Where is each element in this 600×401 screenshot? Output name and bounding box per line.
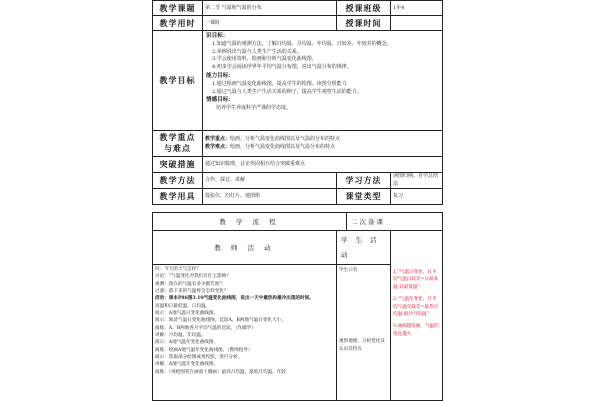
topic-label: 教学课题 [153, 1, 203, 16]
ability-item: 1.通过绘画气温变化曲线图，提高学生的绘图、读图分析能力 [212, 80, 347, 87]
difficulty-text: 绘画、分析气温变化曲线图以及气温分布的特点 [230, 143, 336, 150]
method-label: 教学方法 [153, 173, 203, 189]
process-title: 教 学 流 程 [153, 213, 347, 231]
knowledge-item: 1.知道气温的观测方法，了解日均温、月均温、年均温，日较差、年较差的概念。 [212, 40, 392, 47]
teacher-line: 演练：（用绘图笔在画面上圈画）最高月均温、最低月均温、年较 [155, 369, 286, 375]
tools-value: 投影仪、幻灯片、地图册 [203, 189, 337, 205]
tools-label: 教学用具 [153, 189, 203, 205]
key-title: 教学重点： [205, 136, 231, 143]
second-prep-content [391, 265, 443, 401]
teacher-line: 高温和日最低温、日均温。 [155, 303, 211, 309]
class-type-value: 复习 [391, 189, 443, 205]
teacher-line: 演示：选取部分绘图成果投影，进行分析。 [155, 355, 243, 361]
row-process-body [153, 265, 443, 401]
row-method [153, 173, 443, 189]
teacher-activity-header: 教 师 活 动 [153, 231, 337, 265]
key-text: 绘画、分析气温变化曲线图以及气温的分布的特点 [230, 136, 341, 143]
teacher-line: 问：今天的天气怎样？ [155, 267, 201, 272]
goals-content [203, 31, 443, 131]
keypoints-label [153, 131, 203, 157]
study-label: 学习方法 [337, 173, 391, 189]
hours-value: 一课时 [203, 16, 337, 31]
student-line: 学生口答 [339, 268, 358, 273]
keypoints-label-line2: 与难点 [164, 143, 191, 153]
teacher-line: 讲解：A地气温年变化曲线图。 [155, 362, 219, 368]
second-prep-blank [391, 231, 443, 265]
knowledge-title: 识目标： [206, 33, 229, 39]
teacher-line: 演练：绘画A地气温年变化曲线图。（教师指导） [155, 347, 253, 353]
knowledge-item: 4.初步学会阅读世界年平均气温分布图，说出气温分布的规律。 [212, 64, 352, 71]
keypoints-label-line1: 教学重点 [159, 133, 196, 143]
student-activity-header: 学 生 活 动 [337, 231, 391, 265]
row-breakthrough [153, 157, 443, 173]
teacher-line: 演练：A、B两地各月平均气温的比较。（作做学） [155, 325, 256, 331]
row-process-title [153, 213, 443, 231]
emotion-item: 培养学生养成科学严谨的学态度。 [216, 105, 292, 112]
student-line-gap [339, 274, 388, 338]
breakthrough-label: 突破措施 [153, 157, 203, 173]
row-tools [153, 189, 443, 205]
difficulty-title: 教学难点： [205, 143, 231, 150]
row-process-headers [153, 231, 443, 265]
teacher-line-activity: 活动：课本P86图3.10气温变化曲线图，说出一天中最热和最冷出现的时间。 [155, 296, 314, 302]
emotion-title: 情感目标： [206, 97, 234, 104]
row-keypoints [153, 131, 443, 157]
second-prep-note: 3.曲线越弯曲，气温的变化越大 [393, 324, 439, 338]
row-topic [153, 1, 443, 16]
class-type-label: 课堂类型 [337, 189, 391, 205]
knowledge-item: 2.举例说出气温与人类生产生活的关系。 [212, 48, 302, 55]
row-goals [153, 31, 443, 131]
second-prep-note: 1.“气温日变化，日平均气温日较差=日最高温-日最低温” [393, 269, 439, 291]
hours-label: 教学用时 [153, 16, 203, 31]
ability-item: 2.通过气温与人类生产生活关系的例子，提高学生观察生活的能力。 [212, 88, 362, 95]
ability-title: 能力目标： [206, 72, 234, 79]
row-hours [153, 16, 443, 31]
lesson-plan-document [152, 0, 442, 400]
topic-value: 第二节 气温和气温的分布 [203, 1, 337, 16]
lesson-plan-table [152, 0, 443, 401]
spacer [153, 205, 443, 213]
teacher-line: 演示：阅读气温日变化曲线图，比较A、B两地气温日变化大小。 [155, 318, 286, 324]
study-value: 读图归纳、自学总结法 [391, 173, 443, 189]
teacher-line: 演示：A地气温日变化曲线图。 [155, 311, 219, 317]
teacher-activity-content [153, 265, 337, 401]
teacher-line: 观测：现在的气温有多少摄氏度？ [155, 281, 224, 287]
teacher-line: 过渡：那下来的气温将会怎样变化？ [155, 289, 229, 295]
time-label: 授课时间 [337, 16, 391, 31]
keypoints-content [203, 131, 443, 157]
second-prep-title: 二次备课 [347, 213, 443, 231]
method-value: 合作、探讨，讲解 [203, 173, 337, 189]
student-activity-content [337, 265, 391, 401]
row-spacer [153, 205, 443, 213]
goals-label: 教学目标 [153, 31, 203, 131]
teacher-line: 演示：A地气温年变化曲线图。 [155, 340, 219, 346]
time-value [391, 16, 443, 31]
knowledge-item: 3.学会使用资料，绘画和分析气温变化曲线图。 [212, 56, 317, 63]
student-line: 观察地图，分析变化及认识其特点 [339, 339, 385, 352]
class-label: 授课班级 [337, 1, 391, 16]
breakthrough-text: 通过知识梳理，讨论巩固相互结合突破重难点 [203, 157, 443, 173]
teacher-line: 讨论：“气温变化对我们有什么影响？ [155, 274, 231, 280]
class-value: 1至4 [391, 1, 443, 16]
second-prep-note: 2.“气温年变化，月平均气温年较差=最热月均温-最冷月均温” [393, 296, 439, 318]
teacher-line: 讲解：月均温、年均温。 [155, 333, 206, 339]
